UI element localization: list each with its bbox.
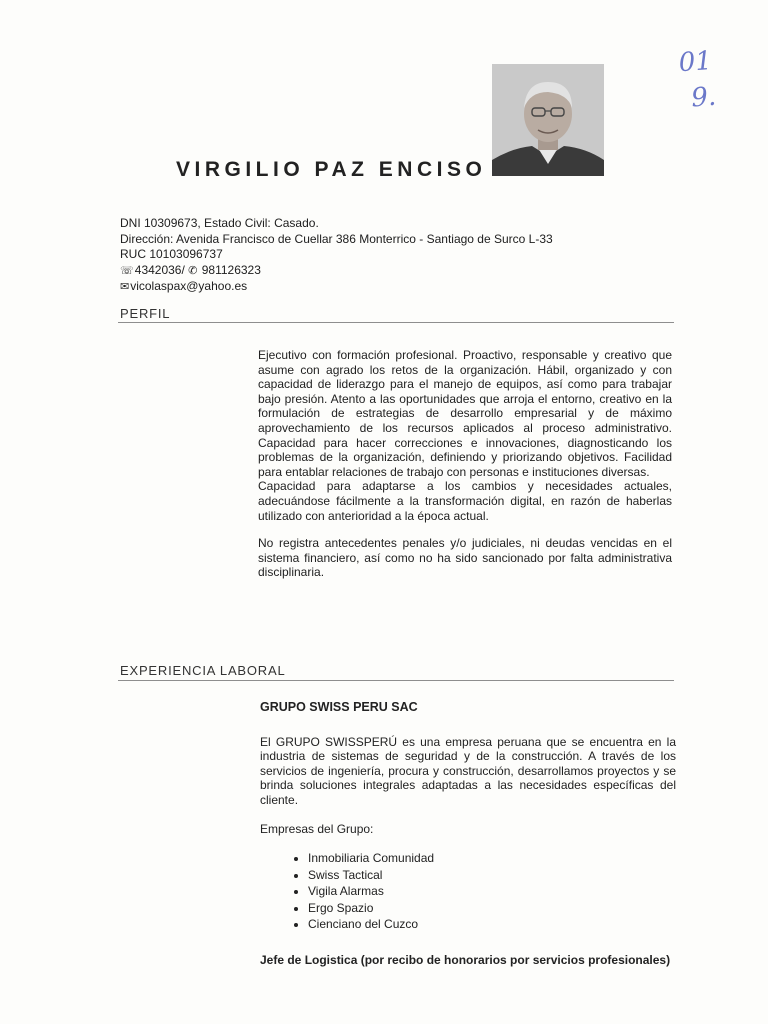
email-line bbox=[120, 279, 553, 296]
phone-number: 4342036/ bbox=[134, 262, 185, 277]
list-item: • Vigila Alarmas bbox=[308, 883, 676, 900]
experience-block bbox=[260, 700, 676, 967]
company-name: GRUPO SWISS PERU SAC bbox=[260, 700, 418, 714]
phone-icon: ☏ bbox=[120, 264, 134, 277]
dni-line: DNI 10309673, Estado Civil: Casado. bbox=[120, 216, 319, 230]
perfil-body bbox=[258, 348, 672, 580]
contact-block bbox=[120, 216, 553, 296]
phone-line bbox=[120, 263, 553, 280]
section-title-perfil: PERFIL bbox=[120, 306, 171, 321]
email-icon: ✉ bbox=[120, 281, 130, 293]
section-divider bbox=[118, 680, 674, 681]
list-item: • Swiss Tactical bbox=[308, 867, 676, 884]
job-role: Jefe de Logistica (por recibo de honorarios por servicios profesionales) bbox=[260, 952, 671, 967]
address-line: Dirección: Avenida Francisco de Cuellar 386 Monterrico - Santiago de Surco L-33 bbox=[120, 231, 553, 246]
groups-list bbox=[260, 850, 676, 933]
annotation-line-1: 01 bbox=[677, 45, 713, 79]
candidate-name: VIRGILIO PAZ ENCISO bbox=[176, 158, 487, 181]
list-item: • Cienciano del Cuzco bbox=[308, 916, 676, 933]
portrait-illustration bbox=[492, 64, 604, 176]
perfil-paragraph-3: No registra antecedentes penales y/o judiciales, ni deudas vencidas en el sistema financiero, así como no ha sido sancionado por falta administrativa disciplinaria. bbox=[258, 536, 672, 580]
profile-photo bbox=[492, 64, 604, 176]
ruc-line: RUC 10103096737 bbox=[120, 247, 223, 261]
section-title-experiencia: EXPERIENCIA LABORAL bbox=[120, 663, 286, 678]
list-item: • Inmobiliaria Comunidad bbox=[308, 850, 676, 867]
company-description: El GRUPO SWISSPERÚ es una empresa peruana que se encuentra en la industria de sistemas de seguridad y de la construcción. A través de los servicios de ingeniería, procura y construcción, desarrollamos proyectos y se brinda soluciones integrales adaptadas a las necesidades específicas del cliente. bbox=[260, 734, 676, 807]
list-item: • Ergo Spazio bbox=[308, 900, 676, 917]
mobile-number: 981126323 bbox=[201, 262, 261, 277]
perfil-paragraph-2: Capacidad para adaptarse a los cambios y necesidades actuales, adecuándose fácilmente a la transformación digital, en razón de haberlas utilizado con anterioridad a la época actual. bbox=[258, 479, 672, 523]
email-address: vicolaspax@yahoo.es bbox=[130, 279, 248, 293]
groups-label: Empresas del Grupo: bbox=[260, 821, 374, 836]
annotation-line-2: 9. bbox=[690, 81, 718, 114]
section-divider bbox=[118, 322, 674, 323]
handwritten-annotation bbox=[678, 43, 718, 117]
perfil-paragraph-1: Ejecutivo con formación profesional. Proactivo, responsable y creativo que asume con agrado los retos de la organización. Hábil, organizado y con capacidad de liderazgo para el manejo de equipos, así como para trabajar bajo presión. Atento a las oportunidades que arroja el entorno, creativo en la formulación de estrategias de desarrollo empresarial y de máximo aprovechamiento de los recursos aplicados al proceso administrativo. Capacidad para hacer correcciones e innovaciones, diagnosticando los problemas de la organización, definiendo y priorizando objetivos. Facilidad para entablar relaciones de trabajo con personas e instituciones diversas. bbox=[258, 348, 672, 479]
mobile-icon: ✆ bbox=[188, 264, 198, 277]
